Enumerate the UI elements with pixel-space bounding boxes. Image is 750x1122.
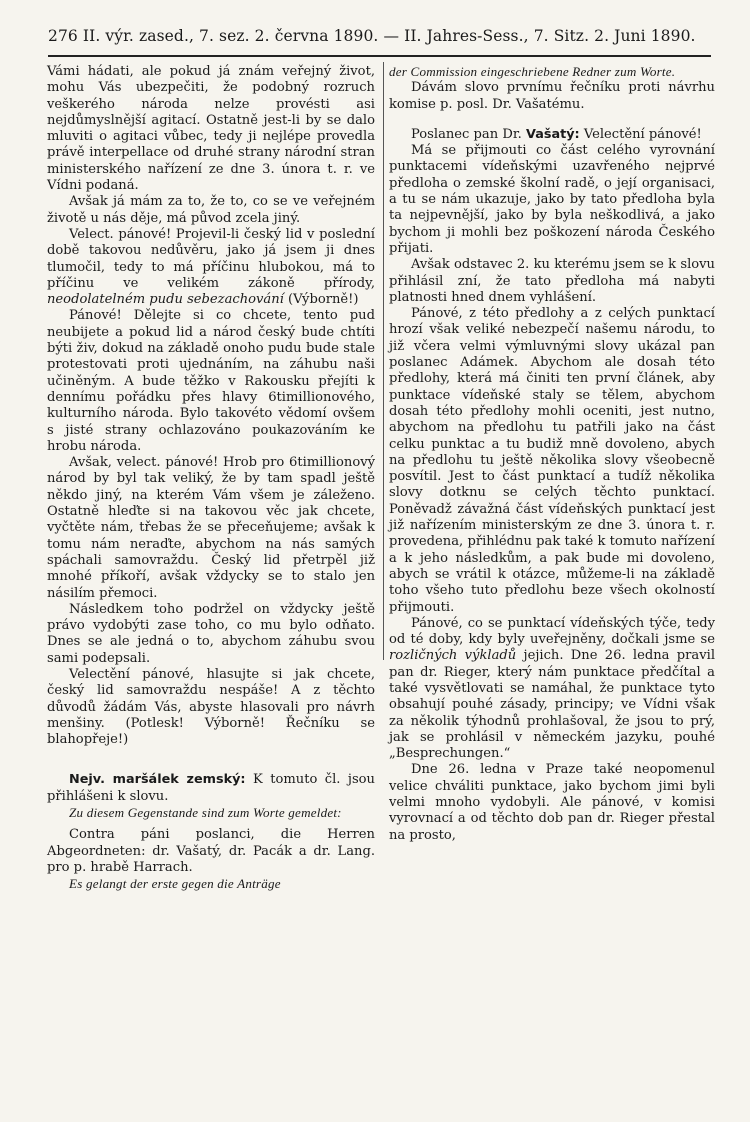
paragraph: Contra páni poslanci, die Herren Abgeordneten: dr. Vašatý, dr. Pacák a dr. Lang. pro p. hrabě Harrach.: [47, 827, 375, 875]
text-run: Velectění pánové!: [579, 126, 702, 142]
text-run: Velect. pánové! Projevil-li český lid v poslední době takovou nedůvěru, jako já jsem ji dnes tlumočil, tedy to má příčinu hlubokou, má to příčinu ve velikém zákoně přírody,: [47, 226, 375, 291]
paragraph: Velectění pánové, hlasujte si jak chcete, český lid samovraždu nespáše! A z těchto důvodů žádám Vás, abyste hlasovali pro návrh menšiny. (Potlesk! Výborně! Řečníku se blahopřeje!): [47, 666, 375, 748]
text-run: (Výborně!): [283, 292, 359, 308]
paragraph: [47, 227, 375, 308]
paragraph: [389, 127, 715, 143]
paragraph: Následkem toho podržel on vždycky ještě právo vydobýti zase toho, co mu bylo odňato. Dnes se ale jedná o to, abychom záhubu svou sami podepsali.: [47, 601, 375, 666]
italic-phrase: neodolatelném pudu sebezachování: [47, 292, 284, 308]
column-divider: [383, 62, 384, 660]
text-run: jejich. Dne 26. ledna pravil pan dr. Rieger, který nám punktace předčítal a také vysvětlovati se namáhal, že punktace tyto obsahují pouhé zásady, principy; ve Vídni však za několik týhodnů prohlašoval, že jsou to prý, jak se prohlásil v německém jazyku, pouhé „Besprechungen.“: [389, 648, 716, 762]
left-column: [47, 64, 375, 893]
header-rule: [48, 55, 711, 57]
page-header: 276 II. výr. zased., 7. sez. 2. června 1890. — II. Jahres-Sess., 7. Sitz. 2. Juni 1890.: [48, 27, 696, 45]
paragraph: Pánové, z této předlohy a z celých punktací hrozí však veliké nebezpečí našemu národu, to již včera velmi výmluvnými slovy ukázal pan poslanec Adámek. Abychom ale dosah této předlohy, která má činiti ten první článek, aby punktace vídeňské staly se tělem, abychom dosah této předlohy mohli oceniti, jest nutno, abychom na předlohu tu patřili jako na část celku punktac a tu budiž mně dovoleno, abych na předlohu tu ještě několika slovy všeobecně posvítil. Jest to část punktací a tudíž několika slovy dotknu se celých těchto punktací. Poněvadž závažná část vídeňských punktací jest již nařízením ministerským ze dne 3. února t. r. provedena, přihlédnu pak také k tomuto nařízení a k jeho následkům, a pak bude mi dovoleno, abych se vrátil k otázce, můžeme-li na základě toho všeho tuto předlohu beze všech okolností přijmouti.: [389, 306, 715, 615]
paragraph-german: der Commission eingeschriebene Redner zum Worte.: [389, 64, 676, 79]
paragraph: Dávám slovo prvnímu řečníku proti návrhu komise p. posl. Dr. Vašatému.: [389, 80, 715, 112]
right-column: [389, 64, 715, 844]
text-run: Pánové, co se punktací vídeňských týče, tedy od té doby, kdy byly uveřejněny, dočkali jsme se: [389, 615, 715, 648]
speaker-name: Vašatý:: [525, 126, 580, 142]
paragraph: Má se přijmouti co část celého vyrovnání punktacemi vídeňskými uzavřeného nejprvé předloha o zemské školní radě, o její organisaci, a tu se nám ukazuje, jako by tato předloha byla ta nejpevnější, jako by byla neškodlivá, a jako bychom ji mohli bez poškození národa Českého přijati.: [389, 143, 715, 256]
paragraph: Pánové! Dělejte si co chcete, tento pud neubijete a pokud lid a národ český bude chtíti býti živ, dokud na základě onoho pudu bude stale protestovati proti ujednáním, na záhubu naši učiněným. A bude těžko v Rakousku přejíti k dennímu pořádku přes hlavy 6timillionového, kulturního národa. Bylo takovéto vědomí ovšem s jisté strany ochlazováno poukazováním ke hrobu národa.: [47, 308, 375, 454]
paragraph: Avšak já mám za to, že to, co se ve veřejném životě u nás děje, má původ zcela jiný.: [47, 194, 375, 226]
paragraph: [389, 616, 715, 763]
text-run: Poslanec pan Dr.: [411, 126, 526, 142]
paragraph-german: Zu diesem Gegenstande sind zum Worte gemeldet:: [69, 805, 342, 821]
paragraph: [47, 772, 375, 805]
speaker-name: Nejv. maršálek zemský:: [69, 772, 246, 788]
paragraph: Avšak odstavec 2. ku kterému jsem se k slovu přihlásil zní, že tato předloha má nabyti platnosti hned dnem vyhlášení.: [389, 257, 715, 305]
text-run: K tomuto čl. jsou přihlášeni k slovu.: [47, 772, 375, 804]
paragraph: Avšak, velect. pánové! Hrob pro 6timillionový národ by byl tak veliký, že by tam spadl ještě někdo jiný, na kterém Vám všem je záleženo. Ostatně hleďte si na takovou věc jak chcete, vyčtěte nám, třebas že se přeceňujeme; avšak k tomu nám neraďte, abychom na nás samých spáchali samovraždu. Český lid přetrpěl již mnohé příkoří, avšak vždycky se to stalo jen násilím přemoci.: [47, 455, 375, 601]
paragraph: Dne 26. ledna v Praze také neopomenul velice chváliti punktace, jako bychom jimi byli velmi mnoho vydobyli. Ale pánové, v komisi vyrovnací a od těchto dob pan dr. Rieger přestal na prosto,: [389, 762, 715, 843]
italic-phrase: rozličných výkladů: [389, 648, 517, 664]
paragraph: Vámi hádati, ale pokud já znám veřejný život, mohu Vás ubezpečiti, že podobný rozruch veškerého národa nelze provésti asi nejdůmyslnější agitací. Ostatně jest-li by se dalo mluviti o agitaci vůbec, tedy ji nejlépe provedla právě interpellace od druhé strany národní stran ministerského nařízení ze dne 3. února t. r. ve Vídni podaná.: [47, 64, 375, 194]
paragraph-german: Es gelangt der erste gegen die Anträge: [69, 876, 281, 892]
